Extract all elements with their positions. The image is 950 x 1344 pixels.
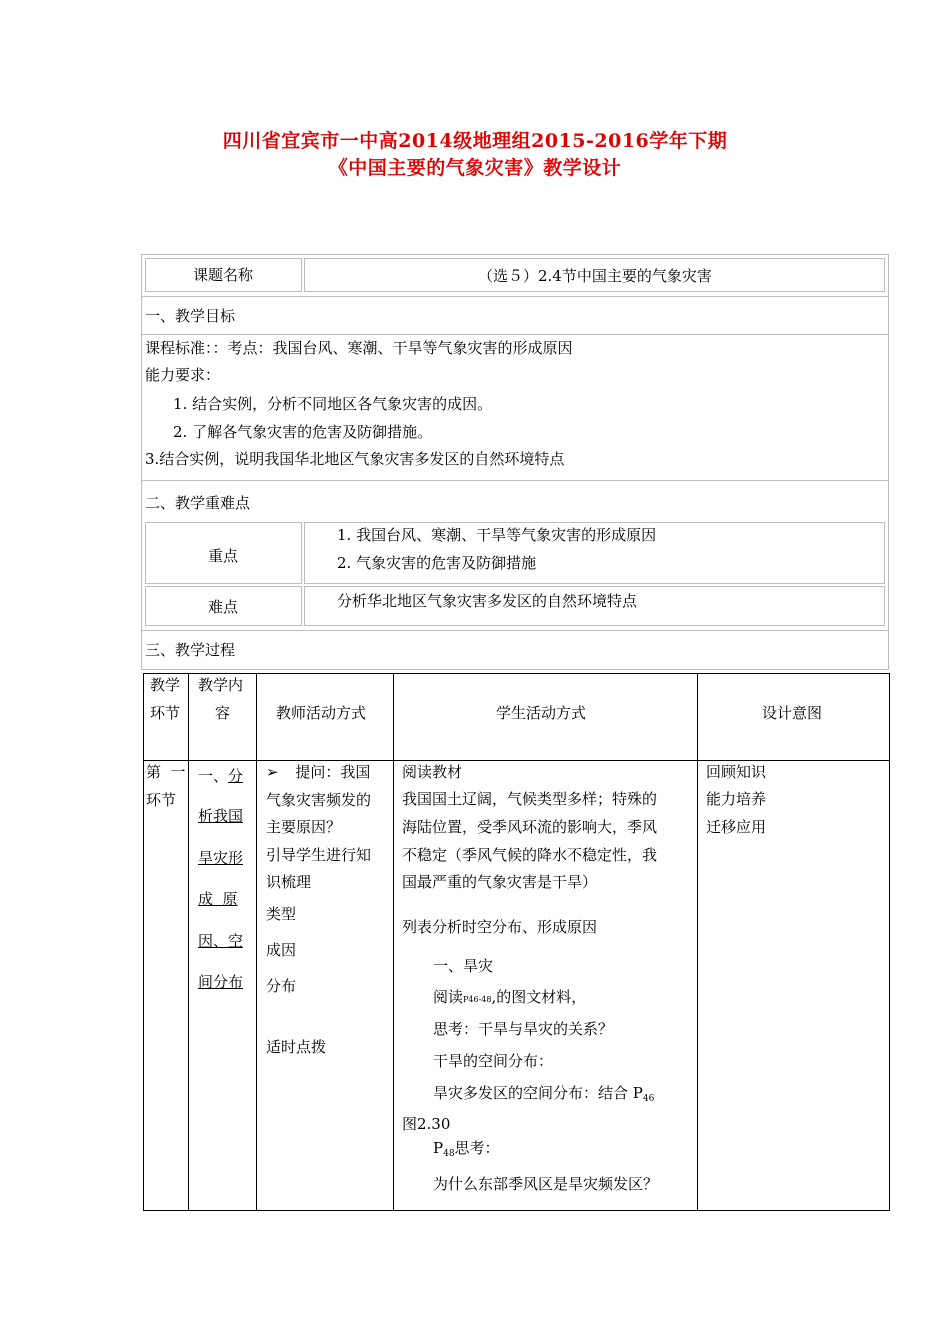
arrow-bullet-icon: ➢ <box>266 763 279 781</box>
divider <box>142 630 888 631</box>
stage-label: 第 一 <box>146 763 186 781</box>
document-title-line-1: 四川省宜宾市一中高2014级地理组2015-2016学年下期 <box>222 130 728 152</box>
divider <box>142 334 888 335</box>
intent-line: 迁移应用 <box>706 818 767 836</box>
teacher-line: 类型 <box>266 905 297 923</box>
column-divider <box>256 673 257 1211</box>
ability-item: 3.结合实例，说明我国华北地区气象灾害多发区的自然环境特点 <box>145 450 565 468</box>
student-line: 不稳定（季风气候的降水不稳定性，我 <box>402 846 658 864</box>
header-row-divider <box>143 760 890 761</box>
document-title-line-2: 《中国主要的气象灾害》教学设计 <box>328 157 622 179</box>
key-item: 1. 我国台风、寒潮、干旱等气象灾害的形成原因 <box>337 526 657 544</box>
header-content: 容 <box>215 704 231 722</box>
student-line: $P_{48}$思考： <box>433 1139 500 1159</box>
column-divider <box>188 673 189 1211</box>
student-line: 我国国土辽阔，气候类型多样；特殊的 <box>402 790 658 808</box>
difficulty-label: 难点 <box>208 598 239 616</box>
content-line: 旱灾形 <box>198 849 244 867</box>
column-divider <box>393 673 394 1211</box>
key-points-heading: 二、教学重难点 <box>145 494 251 512</box>
course-name-label: 课题名称 <box>193 266 254 284</box>
stage-label: 环节 <box>146 791 177 809</box>
content-line: 析我国 <box>198 807 244 825</box>
student-line: 干旱的空间分布： <box>433 1052 554 1070</box>
student-line: 阅读教材 <box>402 763 463 781</box>
intent-line: 回顾知识 <box>706 763 767 781</box>
column-divider <box>697 673 698 1211</box>
course-standard: 课程标准：：考点：我国台风、寒潮、干旱等气象灾害的形成原因 <box>145 339 573 357</box>
divider <box>142 296 888 297</box>
student-line: 列表分析时空分布、形成原因 <box>402 918 598 936</box>
student-line: 阅读P46-48,的图文材料， <box>433 988 587 1006</box>
student-line: 一、旱灾 <box>433 957 494 975</box>
header-student-activity: 学生活动方式 <box>496 704 587 722</box>
student-line: 旱灾多发区的空间分布：结合 $P_{46}$ <box>433 1084 655 1104</box>
teacher-line: 识梳理 <box>266 873 312 891</box>
content-line: 因、空 <box>198 932 244 950</box>
objectives-heading: 一、教学目标 <box>145 307 236 325</box>
student-line: 海陆位置，受季风环流的影响大，季风 <box>402 818 658 836</box>
difficulty-value: 分析华北地区气象灾害多发区的自然环境特点 <box>337 592 638 610</box>
teacher-line: 主要原因？ <box>266 818 342 836</box>
teacher-line: 气象灾害频发的 <box>266 791 372 809</box>
teacher-line: 引导学生进行知 <box>266 846 372 864</box>
teacher-line: 成因 <box>266 941 297 959</box>
student-line: 图2.30 <box>402 1115 451 1133</box>
student-line: 国最严重的气象灾害是干旱） <box>402 873 598 891</box>
divider <box>142 480 888 481</box>
teacher-line: 分布 <box>266 977 297 995</box>
key-item: 2. 气象灾害的危害及防御措施 <box>337 554 537 572</box>
teacher-line: 适时点拨 <box>266 1038 327 1056</box>
content-line: 间分布 <box>198 973 244 991</box>
header-stage: 教学 <box>150 676 181 694</box>
ability-item: 2. 了解各气象灾害的危害及防御措施。 <box>173 423 433 441</box>
process-heading: 三、教学过程 <box>145 641 236 659</box>
ability-item: 1. 结合实例，分析不同地区各气象灾害的成因。 <box>173 395 493 413</box>
intent-line: 能力培养 <box>706 790 767 808</box>
ability-heading: 能力要求： <box>145 366 221 384</box>
student-line: 思考：干旱与旱灾的关系？ <box>433 1020 614 1038</box>
student-line: 为什么东部季风区是旱灾频发区？ <box>433 1175 659 1193</box>
header-content: 教学内 <box>198 676 244 694</box>
content-line: 一、分 <box>198 767 244 785</box>
key-label: 重点 <box>208 547 239 565</box>
teacher-line: ➢ 提问：我国 <box>266 763 371 781</box>
header-stage: 环节 <box>150 704 181 722</box>
content-line: 成 原 <box>198 890 238 908</box>
header-teacher-activity: 教师活动方式 <box>276 704 367 722</box>
course-name-value: （选５）2.4节中国主要的气象灾害 <box>478 267 712 285</box>
header-design-intent: 设计意图 <box>762 704 823 722</box>
